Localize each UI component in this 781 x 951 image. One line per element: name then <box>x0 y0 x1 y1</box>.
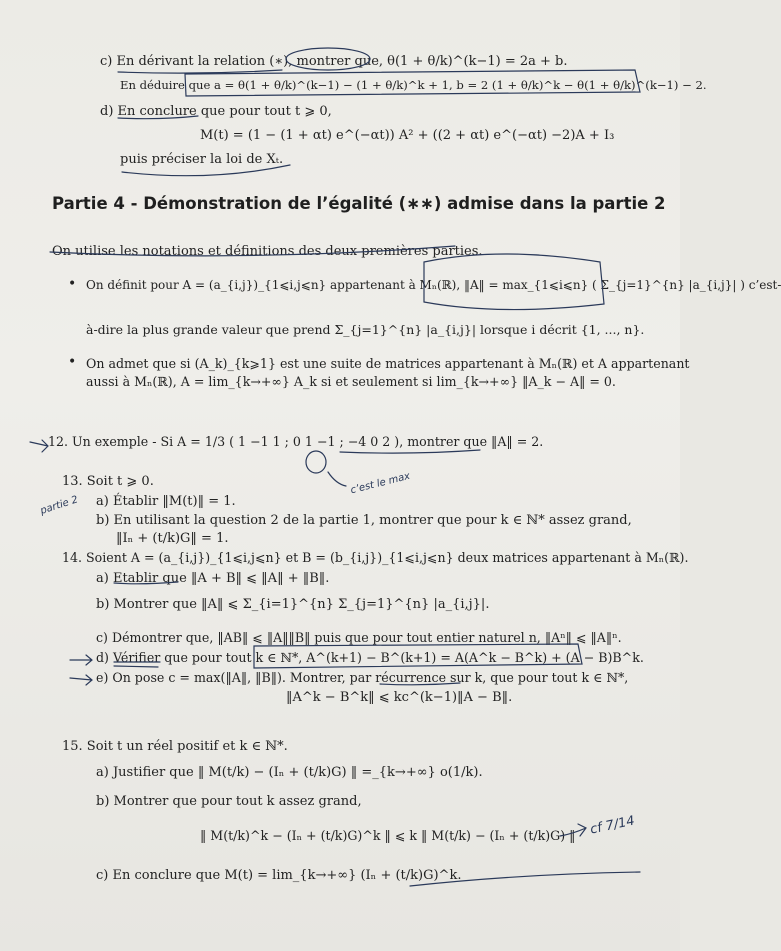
question-15b-cont: ‖ M(t/k)^k − (Iₙ + (t/k)G)^k ‖ ⩽ k ‖ M(t/k) − (Iₙ + (t/k)G) ‖ <box>200 828 576 843</box>
box-bracket-a-b <box>185 70 640 96</box>
underline-partie4 <box>50 246 455 256</box>
line-d1: d) En conclure que pour tout t ⩾ 0, <box>100 104 332 119</box>
underline-en-conclure <box>118 116 198 119</box>
question-15b: b) Montrer que pour tout k assez grand, <box>96 794 362 809</box>
box-norm-def <box>424 254 604 310</box>
question-13b-cont: ‖Iₙ + (t/k)G‖ = 1. <box>116 531 229 546</box>
underline-verifier <box>114 662 160 667</box>
handwritten-margin-partie2: partie 2 <box>39 494 80 517</box>
question-15a: a) Justifier que ‖ M(t/k) − (Iₙ + (t/k)G) ‖ =_{k→+∞} o(1/k). <box>96 765 483 780</box>
line-b2b: aussi à Mₙ(ℝ), A = lim_{k→+∞} A_k si et seulement si lim_{k→+∞} ‖A_k − A‖ = 0. <box>86 374 616 389</box>
arrow-q12 <box>30 440 48 452</box>
underline-q15c <box>410 872 640 886</box>
arrow-to-max <box>328 472 346 486</box>
question-14e-cont: ‖A^k − B^k‖ ⩽ kc^(k−1)‖A − B‖. <box>286 690 513 705</box>
question-14b: b) Montrer que ‖A‖ ⩽ Σ_{i=1}^{n} Σ_{j=1}^{n} |a_{i,j}|. <box>96 597 490 612</box>
question-14c: c) Démontrer que, ‖AB‖ ⩽ ‖A‖‖B‖ puis que pour tout entier naturel n, ‖Aⁿ‖ ⩽ ‖A‖ⁿ. <box>96 630 622 645</box>
question-13b: b) En utilisant la question 2 de la partie 1, montrer que pour k ∈ ℕ* assez grand, <box>96 513 632 528</box>
circle-montrer-que <box>286 48 370 70</box>
arrow-q14d <box>70 655 92 665</box>
question-14e: e) On pose c = max(‖A‖, ‖B‖). Montrer, par récurrence sur k, que pour tout k ∈ ℕ*, <box>96 670 629 685</box>
line-b1: On définit pour A = (a_{i,j})_{1⩽i,j⩽n} appartenant à Mₙ(ℝ), ‖A‖ = max_{1⩽i⩽n} ( Σ_{j=1}^{n} |a_{i,j}| ) c’est- <box>86 278 781 292</box>
question-12: 12. Un exemple - Si A = 1/3 ( 1 −1 1 ; 0 1 −1 ; −4 0 2 ), montrer que ‖A‖ = 2. <box>48 434 544 449</box>
underline-montrer-q12 <box>340 450 480 453</box>
question-13: 13. Soit t ⩾ 0. <box>62 474 154 489</box>
underline-etablir <box>114 582 178 584</box>
line-b1b: à-dire la plus grande valeur que prend Σ_{j=1}^{n} |a_{i,j}| lorsque i décrit {1, ..., n}. <box>86 322 645 337</box>
question-14d: d) Vérifier que pour tout k ∈ ℕ*, A^(k+1) − B^(k+1) = A(A^k − B^k) + (A − B)B^k. <box>96 650 644 665</box>
intro-paragraph: On utilise les notations et définitions des deux premières parties. <box>52 244 483 259</box>
question-14: 14. Soient A = (a_{i,j})_{1⩽i,j⩽n} et B = (b_{i,j})_{1⩽i,j⩽n} deux matrices appartenant à Mₙ(ℝ). <box>62 550 689 565</box>
line-d3: puis préciser la loi de Xₜ. <box>120 152 284 167</box>
underline-derivant <box>118 70 282 73</box>
circle-entry-2 <box>306 451 326 473</box>
question-13a: a) Établir ‖M(t)‖ = 1. <box>96 494 236 509</box>
question-15c: c) En conclure que M(t) = lim_{k→+∞} (Iₙ + (t/k)G)^k. <box>96 868 462 883</box>
arrow-q14e <box>70 675 92 685</box>
line-c1: c) En dérivant la relation (∗), montrer que, θ(1 + θ/k)^(k−1) = 2a + b. <box>100 54 568 69</box>
line-d2: M(t) = (1 − (1 + αt) e^(−αt)) A² + ((2 + αt) e^(−αt) −2)A + I₃ <box>200 128 615 143</box>
line-c2: En déduire que a = θ(1 + θ/k)^(k−1) − (1 + θ/k)^k + 1, b = 2 (1 + θ/k)^k − θ(1 + θ/k)^(k−1) − 2. <box>120 78 707 92</box>
box-q14d <box>254 644 582 668</box>
question-15: 15. Soit t un réel positif et k ∈ ℕ*. <box>62 739 288 754</box>
section-heading: Partie 4 - Démonstration de l’égalité (∗∗) admise dans la partie 2 <box>52 194 666 213</box>
underline-loi <box>122 165 290 176</box>
arrow-cf <box>560 824 586 836</box>
bullet-1: • <box>68 276 77 292</box>
underline-recurrence <box>380 683 460 685</box>
bullet-2: • <box>68 354 77 370</box>
question-14a: a) Etablir que ‖A + B‖ ⩽ ‖A‖ + ‖B‖. <box>96 571 330 586</box>
line-b2: On admet que si (A_k)_{k⩾1} est une suite de matrices appartenant à Mₙ(ℝ) et A appartenant <box>86 356 690 371</box>
handwritten-ref-cf: cf 7/14 <box>588 813 636 838</box>
handwritten-note-max: c’est le max <box>349 470 412 497</box>
